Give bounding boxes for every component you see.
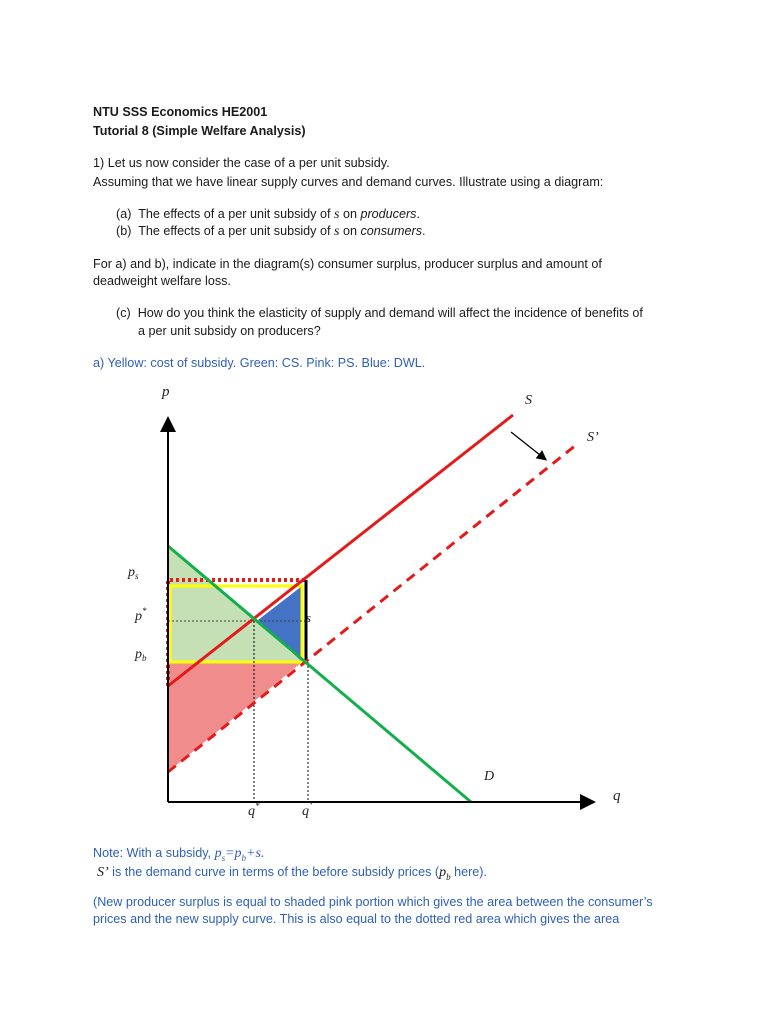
question-1-intro: 1) Let us now consider the case of a per unit subsidy.: [93, 156, 390, 170]
note-line-2-end: here).: [454, 865, 487, 879]
supply-label: S: [525, 393, 532, 408]
part-c-line-1: How do you think the elasticity of supply and demand will affect the incidence of benefits of: [137, 306, 643, 320]
p-axis-label: p: [162, 384, 170, 400]
q-axis-label: q: [613, 788, 621, 804]
note-pb: $p_b$: [439, 865, 451, 882]
supply-shifted-label: S’: [587, 430, 599, 445]
note-line-1: [93, 845, 264, 866]
part-b-label: (b): [116, 224, 132, 238]
part-a-end: producers: [360, 207, 417, 221]
note-line-2-text: is the demand curve in terms of the before subsidy prices (: [112, 865, 440, 879]
shift-arrow: [511, 432, 545, 459]
note-prefix: Note: With a subsidy,: [93, 846, 212, 860]
tutorial-title: Tutorial 8 (Simple Welfare Analysis): [93, 124, 306, 138]
instruction-line-2: deadweight welfare loss.: [93, 274, 231, 288]
question-1-instruction: Assuming that we have linear supply curves and demand curves. Illustrate using a diagram:: [93, 175, 604, 189]
answer-legend: a) Yellow: cost of subsidy. Green: CS. Pink: PS. Blue: DWL.: [93, 356, 426, 370]
part-a-label: (a): [116, 207, 132, 221]
part-a-var: s: [333, 207, 340, 222]
ps-label: $p_s$: [128, 565, 139, 581]
part-b-on: on: [342, 224, 357, 238]
qstar-label: q*: [248, 801, 260, 819]
part-a-on: on: [342, 207, 357, 221]
part-b-end: consumers: [360, 224, 423, 238]
note-paragraph-line-1: (New producer surplus is equal to shaded pink portion which gives the area between the consumer’s: [93, 895, 653, 909]
part-a-text: The effects of a per unit subsidy of: [138, 207, 331, 221]
supply-curve: [168, 415, 513, 686]
note-line-2: [97, 864, 487, 885]
pb-label: $p_b$: [135, 647, 147, 663]
note-paragraph-line-2: prices and the new supply curve. This is also equal to the dotted red area which gives the area: [93, 912, 620, 926]
part-c-line-2: a per unit subsidy on producers?: [138, 324, 321, 338]
part-a-period: .: [416, 207, 420, 221]
part-c-label: (c): [116, 306, 131, 320]
note-equation: $p_s=p_b+s$.: [214, 846, 265, 863]
part-b-text: The effects of a per unit subsidy of: [138, 224, 331, 238]
part-b-var: s: [333, 224, 340, 239]
subsidy-label: s: [306, 610, 312, 625]
qprime-label: q’: [302, 801, 312, 819]
instruction-line-1: For a) and b), indicate in the diagram(s) consumer surplus, producer surplus and amount of: [93, 257, 602, 271]
part-b-period: .: [422, 224, 426, 238]
note-s-prime: S’: [97, 865, 109, 880]
course-title: NTU SSS Economics HE2001: [93, 105, 268, 119]
pstar-label: p*: [135, 606, 147, 624]
demand-label: D: [484, 769, 495, 784]
